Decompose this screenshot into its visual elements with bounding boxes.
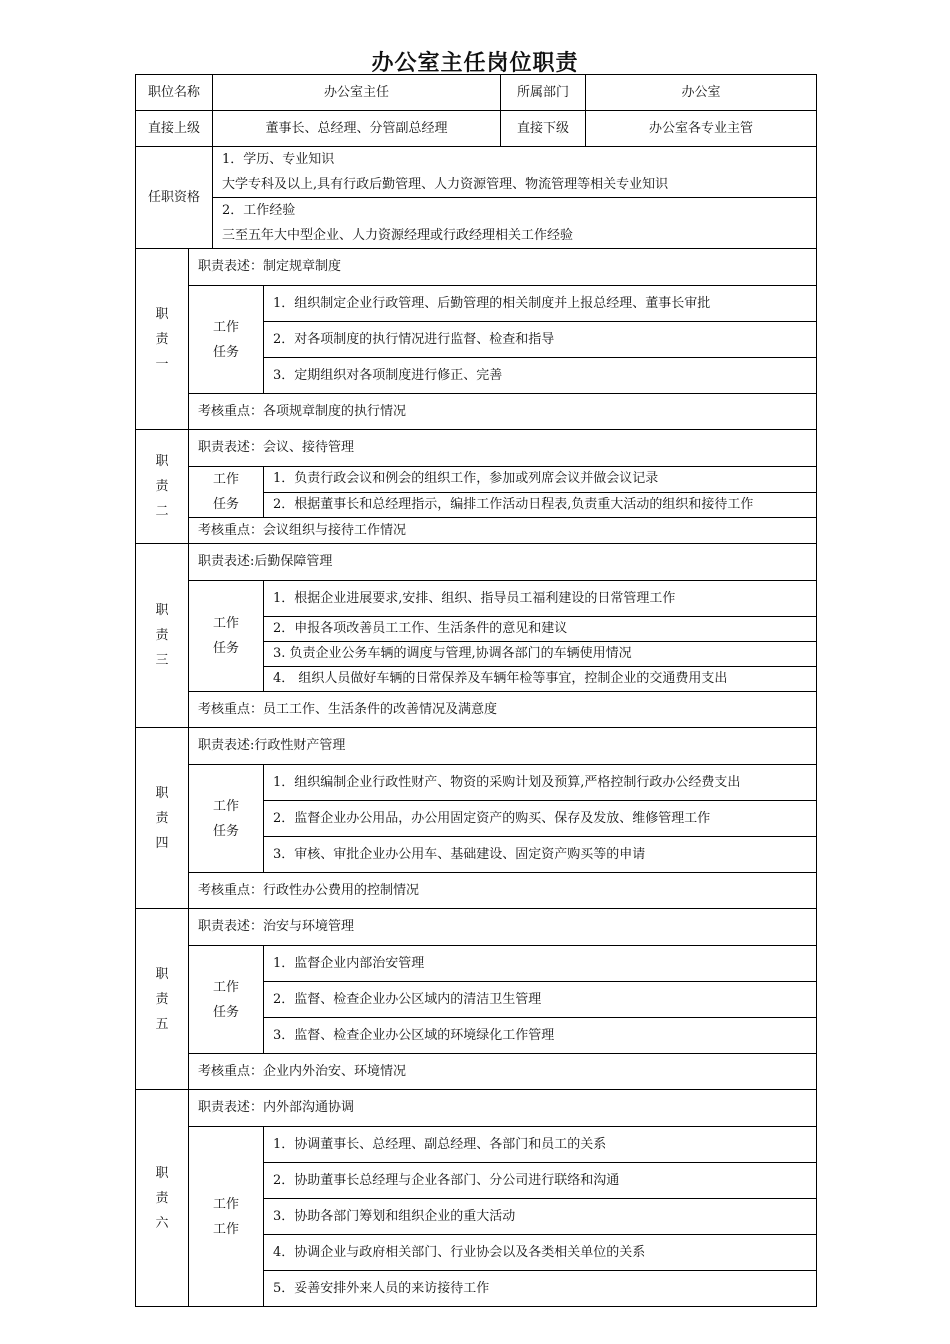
duty-statement-row [136, 249, 817, 286]
task-label-text-char: 任务 [213, 344, 240, 360]
duty-statement: 职责表述:后勤保障管理 [189, 544, 817, 581]
duty-label-text [136, 449, 188, 524]
assessment-row [136, 692, 817, 728]
department-value: 办公室 [586, 75, 817, 111]
task-label-text-char: 工作 [213, 1221, 240, 1237]
duty-statement: 职责表述：内外部沟通协调 [189, 1090, 817, 1127]
qualification-text: 大学专科及以上,具有行政后勤管理、人力资源管理、物流管理等相关专业知识 [222, 176, 669, 192]
duty-label-text [136, 302, 188, 377]
duty-statement-row [136, 728, 817, 765]
assessment-text: 考核重点：会议组织与接待工作情况 [189, 518, 817, 544]
qualification-item [213, 147, 817, 198]
task-label-text-char: 任务 [213, 497, 240, 512]
task-label [189, 581, 264, 692]
task-label-text [189, 975, 263, 1025]
task-item: 3．协助各部门筹划和组织企业的重大活动 [264, 1199, 817, 1235]
task-item: 1．根据企业进展要求,安排、组织、指导员工福利建设的日常管理工作 [264, 581, 817, 617]
task-row [136, 581, 817, 617]
task-item: 1．监督企业内部治安管理 [264, 946, 817, 982]
task-label-text [189, 467, 263, 517]
duty-label-text-char: 责 [155, 810, 169, 826]
superior-label: 直接上级 [136, 111, 213, 147]
duty-statement: 职责表述：治安与环境管理 [189, 909, 817, 946]
duty-label-text-char: 职 [155, 785, 169, 801]
task-item: 2．根据董事长和总经理指示，编排工作活动日程表,负责重大活动的组织和接待工作 [264, 492, 817, 518]
qualification-heading: 1．学历、专业知识 [222, 151, 335, 167]
task-label-text-char: 工作 [213, 472, 240, 487]
duty-label-text-char: 四 [155, 835, 169, 851]
duty-label-text-char: 责 [155, 1190, 169, 1206]
task-row [136, 765, 817, 801]
task-label-text [189, 315, 263, 365]
duties-section [136, 249, 817, 1307]
duty-label [136, 728, 189, 909]
task-label-text [189, 1192, 263, 1242]
duty-label [136, 909, 189, 1090]
job-description-table [135, 74, 817, 1307]
assessment-text: 考核重点：行政性办公费用的控制情况 [189, 873, 817, 909]
duty-label-text-char: 责 [155, 628, 169, 643]
task-label [189, 946, 264, 1054]
task-label-text-char: 任务 [213, 1004, 240, 1020]
position-value: 办公室主任 [213, 75, 501, 111]
task-label-text-char: 任务 [213, 641, 240, 656]
duty-label-text-char: 一 [155, 356, 169, 372]
task-label-text-char: 任务 [213, 823, 240, 839]
department-label: 所属部门 [501, 75, 586, 111]
task-item: 3．监督、检查企业办公区域的环境绿化工作管理 [264, 1018, 817, 1054]
qualification-row [136, 198, 817, 249]
duty-label-text [136, 962, 188, 1037]
qualification-heading: 2．工作经验 [222, 202, 296, 218]
duty-label [136, 249, 189, 430]
task-label-text-char: 工作 [213, 798, 240, 814]
task-label-text-char: 工作 [213, 319, 240, 335]
task-item: 1．协调董事长、总经理、副总经理、各部门和员工的关系 [264, 1127, 817, 1163]
task-item: 2．对各项制度的执行情况进行监督、检查和指导 [264, 322, 817, 358]
task-item: 2．监督企业办公用品，办公用固定资产的购买、保存及发放、维修管理工作 [264, 801, 817, 837]
reporting-row [136, 111, 817, 147]
task-label-text-char: 工作 [213, 1196, 240, 1212]
task-label-text-char: 工作 [213, 616, 240, 631]
task-label [189, 765, 264, 873]
subordinate-label: 直接下级 [501, 111, 586, 147]
duty-label-text-char: 责 [155, 479, 169, 494]
assessment-row [136, 394, 817, 430]
assessment-text: 考核重点：员工工作、生活条件的改善情况及满意度 [189, 692, 817, 728]
task-item: 1．组织制定企业行政管理、后勤管理的相关制度并上报总经理、董事长审批 [264, 286, 817, 322]
assessment-text: 考核重点：各项规章制度的执行情况 [189, 394, 817, 430]
task-item: 3．审核、审批企业办公用车、基础建设、固定资产购买等的申请 [264, 837, 817, 873]
assessment-row [136, 1054, 817, 1090]
superior-value: 董事长、总经理、分管副总经理 [213, 111, 501, 147]
duty-statement-row [136, 909, 817, 946]
task-label [189, 286, 264, 394]
duty-statement-row [136, 1090, 817, 1127]
task-label [189, 467, 264, 518]
duty-label-text-char: 职 [155, 306, 169, 322]
page-title: 办公室主任岗位职责 [371, 51, 579, 76]
duty-label-text [136, 598, 188, 673]
duty-label-text-char: 职 [155, 454, 169, 469]
duty-statement-row [136, 544, 817, 581]
duty-statement-row [136, 430, 817, 467]
assessment-row [136, 518, 817, 544]
task-label-text [189, 794, 263, 844]
duty-label-text-char: 职 [155, 603, 169, 618]
assessment-row [136, 873, 817, 909]
position-row [136, 75, 817, 111]
qualification-text: 三至五年大中型企业、人力资源经理或行政经理相关工作经验 [222, 227, 574, 243]
duty-label-text-char: 五 [155, 1016, 169, 1032]
qualification-label: 任职资格 [136, 147, 213, 249]
duty-label-text-char: 三 [155, 653, 169, 668]
duty-label [136, 544, 189, 728]
duty-label-text [136, 1161, 188, 1236]
task-item: 2．监督、检查企业办公区域内的清洁卫生管理 [264, 982, 817, 1018]
duty-label-text-char: 职 [155, 1165, 169, 1181]
duty-label-text-char: 六 [155, 1215, 169, 1231]
task-item: 3．定期组织对各项制度进行修正、完善 [264, 358, 817, 394]
task-item: 4．协调企业与政府相关部门、行业协会以及各类相关单位的关系 [264, 1235, 817, 1271]
task-item: 5．妥善安排外来人员的来访接待工作 [264, 1271, 817, 1307]
task-item: 3. 负责企业公务车辆的调度与管理,协调各部门的车辆使用情况 [264, 642, 817, 667]
task-item: 2．申报各项改善员工工作、生活条件的意见和建议 [264, 617, 817, 642]
duty-label [136, 1090, 189, 1307]
duty-statement: 职责表述:行政性财产管理 [189, 728, 817, 765]
task-item: 1．组织编制企业行政性财产、物资的采购计划及预算,严格控制行政办公经费支出 [264, 765, 817, 801]
duty-statement: 职责表述：制定规章制度 [189, 249, 817, 286]
duty-statement: 职责表述：会议、接待管理 [189, 430, 817, 467]
task-row [136, 467, 817, 493]
task-item: 1．负责行政会议和例会的组织工作，参加或列席会议并做会议记录 [264, 467, 817, 493]
duty-label-text [136, 781, 188, 856]
assessment-text: 考核重点：企业内外治安、环境情况 [189, 1054, 817, 1090]
task-label [189, 1127, 264, 1307]
subordinate-value: 办公室各专业主管 [586, 111, 817, 147]
task-label-text-char: 工作 [213, 979, 240, 995]
task-item: 4． 组织人员做好车辆的日常保养及车辆年检等事宜，控制企业的交通费用支出 [264, 667, 817, 692]
duty-label-text-char: 责 [155, 331, 169, 347]
duty-label [136, 430, 189, 544]
task-item: 2．协助董事长总经理与企业各部门、分公司进行联络和沟通 [264, 1163, 817, 1199]
task-row [136, 946, 817, 982]
position-label: 职位名称 [136, 75, 213, 111]
duty-label-text-char: 职 [155, 966, 169, 982]
duty-label-text-char: 二 [155, 504, 169, 519]
task-label-text [189, 611, 263, 661]
duty-label-text-char: 责 [155, 991, 169, 1007]
qualification-row [136, 147, 817, 198]
task-row [136, 286, 817, 322]
qualification-item [213, 198, 817, 249]
task-row [136, 1127, 817, 1163]
